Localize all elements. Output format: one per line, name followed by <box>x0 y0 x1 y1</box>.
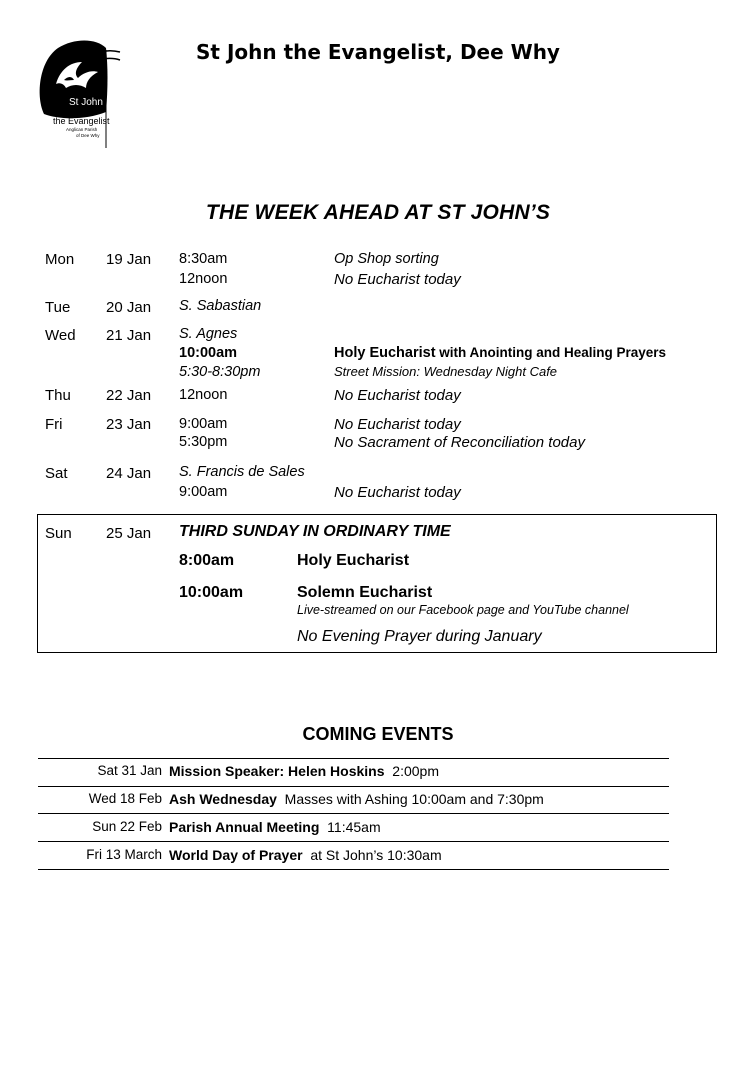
week-ahead-heading: THE WEEK AHEAD AT ST JOHN’S <box>205 201 551 224</box>
evening-prayer-note: No Evening Prayer during January <box>297 628 542 645</box>
page-title: St John the Evangelist, Dee Why <box>196 40 560 64</box>
day-label: Sat <box>45 465 68 482</box>
time-label: 9:00am <box>179 484 228 500</box>
event-title: Mission Speaker: Helen Hoskins <box>169 763 385 779</box>
event-description: No Eucharist today <box>334 484 461 501</box>
sunday-heading: THIRD SUNDAY IN ORDINARY TIME <box>179 523 451 540</box>
time-label: 8:00am <box>179 552 235 569</box>
coming-events-heading: COMING EVENTS <box>302 724 454 744</box>
day-label: Mon <box>45 251 75 268</box>
time-label: 12noon <box>179 271 228 287</box>
date-label: 24 Jan <box>106 465 152 482</box>
event-description: Street Mission: Wednesday Night Cafe <box>334 364 558 379</box>
logo-text-dee-why: of Dee Why <box>76 133 100 138</box>
date-label: 23 Jan <box>106 416 152 433</box>
event-title: Holy Eucharist <box>334 345 436 361</box>
time-label: 12noon <box>179 387 228 403</box>
event-item <box>169 791 544 807</box>
time-label: 5:30pm <box>179 434 228 450</box>
event-description: No Eucharist today <box>334 271 461 288</box>
divider <box>38 758 669 759</box>
day-label: Fri <box>45 416 63 433</box>
event-date: Wed 18 Feb <box>88 791 162 806</box>
date-label: 19 Jan <box>106 251 152 268</box>
time-label: 8:30am <box>179 251 228 267</box>
event-detail: 2:00pm <box>384 763 440 779</box>
date-label: 25 Jan <box>106 525 152 542</box>
event-title: Ash Wednesday <box>169 791 277 807</box>
logo-text-st-john: St John <box>69 97 103 108</box>
event-description: No Eucharist today <box>334 387 461 404</box>
saint-day: S. Francis de Sales <box>179 464 305 480</box>
saint-day: S. Agnes <box>179 326 238 342</box>
event-date: Sat 31 Jan <box>97 763 162 778</box>
event-description: Op Shop sorting <box>334 251 439 267</box>
event-description: No Sacrament of Reconciliation today <box>334 434 585 451</box>
day-label: Tue <box>45 299 71 316</box>
event-subtitle: with Anointing and Healing Prayers <box>435 345 667 360</box>
event-detail: 11:45am <box>319 819 381 835</box>
divider <box>38 813 669 814</box>
event-date: Sun 22 Feb <box>92 819 162 834</box>
event-item <box>169 847 442 863</box>
time-label: 9:00am <box>179 416 228 432</box>
divider <box>38 841 669 842</box>
logo-text-evangelist: the Evangelist <box>53 116 110 126</box>
divider <box>38 786 669 787</box>
livestream-note: Live-streamed on our Facebook page and YouTube channel <box>297 603 629 617</box>
event-date: Fri 13 March <box>86 847 162 862</box>
event-item <box>169 819 381 835</box>
event-description <box>334 345 666 361</box>
event-detail: Masses with Ashing 10:00am and 7:30pm <box>276 791 544 807</box>
logo-text-parish: Anglican Parish <box>66 127 98 132</box>
date-label: 20 Jan <box>106 299 152 316</box>
date-label: 21 Jan <box>106 327 152 344</box>
event-description: Solemn Eucharist <box>297 584 433 601</box>
event-detail: at St John’s 10:30am <box>302 847 442 863</box>
time-label: 5:30-8:30pm <box>179 364 261 380</box>
event-description: Holy Eucharist <box>297 552 410 569</box>
event-title: Parish Annual Meeting <box>169 819 320 835</box>
event-description: No Eucharist today <box>334 416 461 433</box>
time-label: 10:00am <box>179 345 238 361</box>
saint-day: S. Sabastian <box>179 298 262 314</box>
event-title: World Day of Prayer <box>169 847 303 863</box>
event-item <box>169 763 439 779</box>
day-label: Sun <box>45 525 72 542</box>
day-label: Wed <box>45 327 76 344</box>
divider <box>38 869 669 870</box>
date-label: 22 Jan <box>106 387 152 404</box>
time-label: 10:00am <box>179 584 244 601</box>
day-label: Thu <box>45 387 71 404</box>
